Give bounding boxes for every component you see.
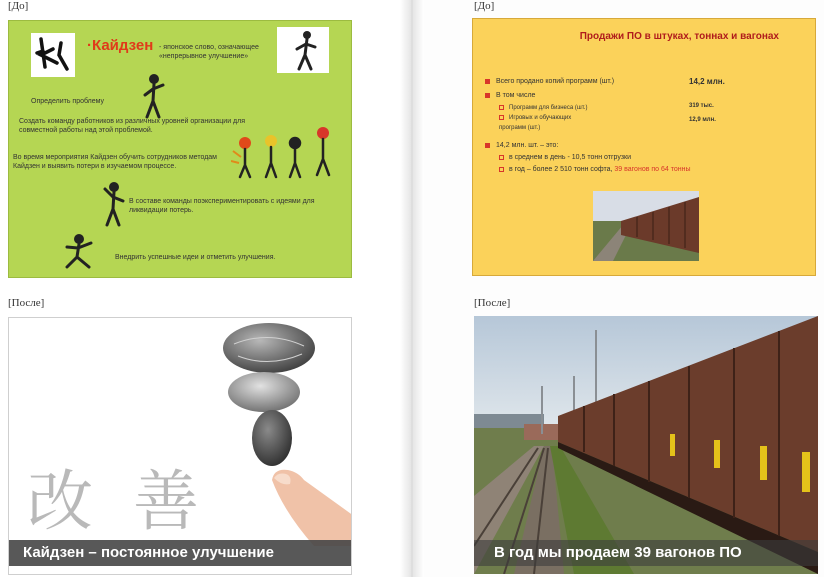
train-banner: В год мы продаем 39 вагонов ПО — [474, 540, 818, 566]
outline-bullet-icon — [499, 115, 504, 120]
sales-subrow-games: Игровых и обучающих программ (шт.) — [499, 115, 572, 131]
bullet-icon — [485, 93, 490, 98]
bullet-icon — [485, 143, 490, 148]
kanji-kai: 改 — [27, 463, 93, 540]
outline-bullet-icon — [499, 167, 504, 172]
sales-business-value: 319 тыс. — [689, 103, 714, 109]
train-photo-large — [474, 316, 818, 574]
caption-before-right: [До] — [474, 0, 495, 12]
kaizen-step-3: Во время мероприятия Кайдзен обучить сотрудников методам Кайдзен и выявить потери в изучаемом процессе. — [13, 154, 217, 170]
sales-subrow-business: Программ для бизнеса (шт.) — [499, 103, 587, 113]
team-figures-icon — [231, 121, 351, 181]
kaizen-title: ·Кайдзен — [87, 37, 154, 54]
outline-bullet-icon — [499, 155, 504, 160]
presenter-figure-icon — [101, 179, 127, 229]
thinking-figure-icon — [139, 71, 169, 121]
caption-before-left: [До] — [8, 0, 29, 12]
kaizen-logo — [31, 33, 75, 77]
kaizen-step-2: Создать команду работников из различных уровней организации для совместной работы над этой проблемой. — [19, 118, 246, 134]
sales-row-including: В том числе — [485, 91, 535, 100]
stick-figure-icon — [277, 27, 329, 73]
sales-total-value: 14,2 млн. — [689, 77, 725, 86]
kaizen-step-5: Внедрить успешные идеи и отметить улучшения. — [115, 254, 276, 261]
book-gutter — [400, 0, 424, 577]
sales-row-total: Всего продано копий программ (шт.) — [485, 77, 614, 86]
sales-games-value: 12,9 млн. — [689, 117, 716, 123]
bullet-icon — [485, 79, 490, 84]
kaizen-step-4: В составе команды поэкспериментировать с идеями для ликвидации потерь. — [129, 198, 315, 214]
slide-sales-before — [472, 18, 816, 276]
kaizen-subtitle: - японское слово, означающее «непрерывное улучшение» — [159, 44, 259, 60]
sales-point-daily: в среднем в день - 10,5 тонн отгрузки — [499, 153, 631, 162]
kaizen-step-1: Определить проблему — [31, 98, 105, 105]
stones-banner: Кайдзен – постоянное улучшение — [9, 540, 351, 566]
sales-point-yearly: в год – более 2 510 тонн софта, 39 вагонов по 64 тонны — [499, 165, 691, 174]
slide-train-after — [474, 316, 818, 574]
caption-after-left: [После] — [8, 297, 45, 309]
sales-title: Продажи ПО в штуках, тоннах и вагонах — [579, 31, 779, 42]
kanji-zen: 善 — [133, 463, 199, 540]
train-photo-small — [593, 191, 699, 261]
sales-summary: 14,2 млн. шт. – это: — [485, 141, 558, 150]
finger-image — [264, 466, 352, 546]
sales-highlight: 39 вагонов по 64 тонны — [614, 166, 691, 173]
outline-bullet-icon — [499, 105, 504, 110]
running-figure-icon — [59, 231, 99, 271]
slide-kaizen-before — [8, 20, 352, 278]
slide-kaizen-after — [8, 317, 352, 575]
caption-after-right: [После] — [474, 297, 511, 309]
